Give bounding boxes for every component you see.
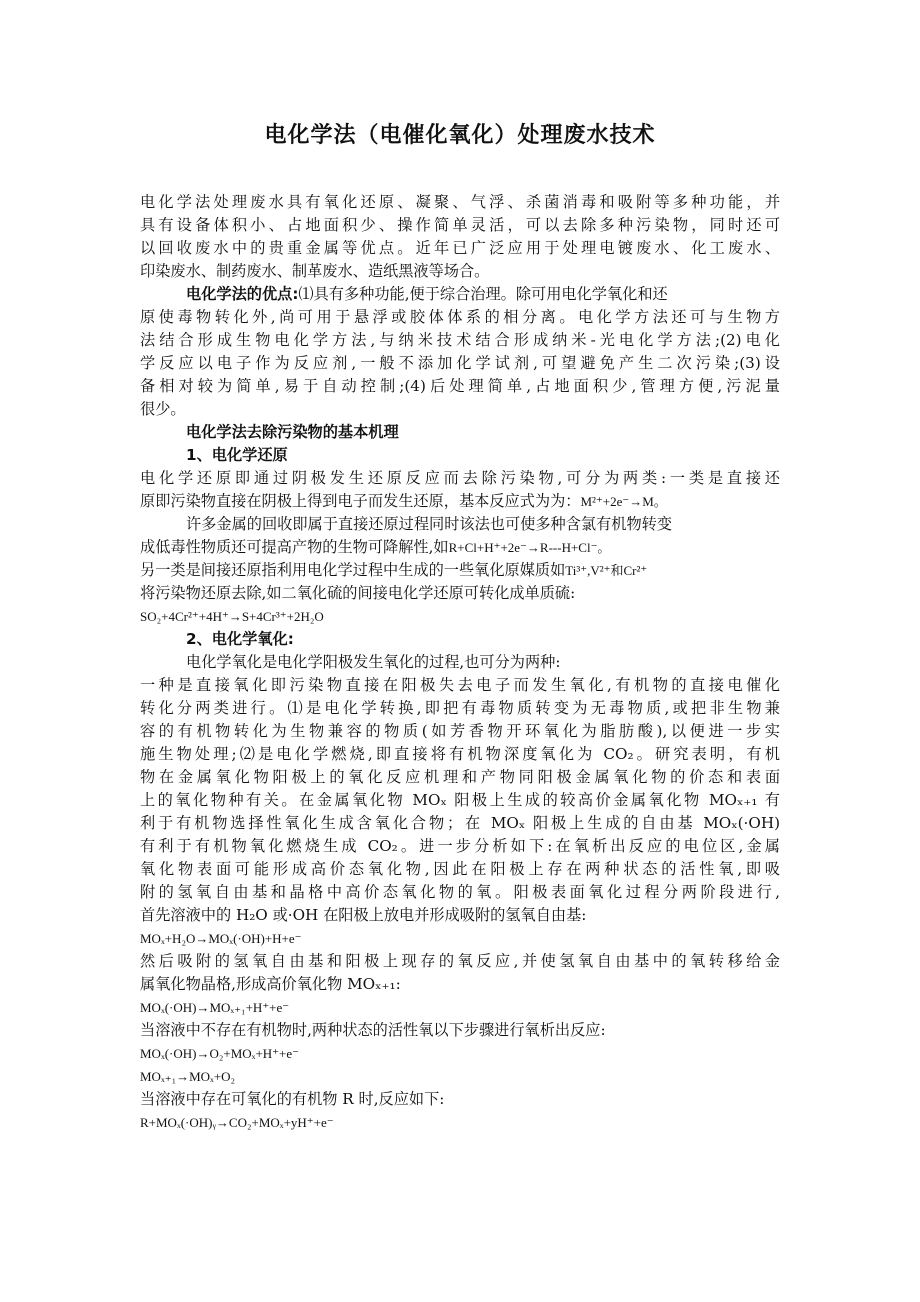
- text-line: [140, 559, 780, 582]
- text-line: 然后吸附的氢氧自由基和阳极上现存的氧反应,并使氢氧自由基中的氧转移给金: [140, 952, 780, 970]
- equation: MOₓ+H₂O→MOₓ(·OH)+H+e⁻: [140, 931, 302, 946]
- text-line: 印染废水、制药废水、制革废水、造纸黑液等场合。: [140, 262, 490, 280]
- reduction-formula: Ti³⁺,V²⁺和Cr²⁺: [565, 563, 648, 578]
- text-line: 原使毒物转化外,尚可用于悬浮或胶体体系的相分离。电化学方法还可与生物方: [140, 308, 780, 326]
- text-line: [140, 283, 780, 306]
- reduction-text: 成低毒性物质还可提高产物的生物可降解性,如: [140, 538, 449, 556]
- reduction-text: 另一类是间接还原指利用电化学过程中生成的一些氧化原媒质如: [140, 561, 566, 579]
- mechanism-heading: 电化学法去除污染物的基本机理: [186, 423, 399, 441]
- text-line: 物在金属氧化物阳极上的氧化反应机理和产物同阳极金属氧化物的价态和表面: [140, 768, 780, 786]
- text-line: 利于有机物选择性氧化生成含氧化合物；在 MOₓ 阳极上生成的自由基 MOₓ(·OH): [140, 814, 781, 832]
- text-line: 具有设备体积小、占地面积少、操作简单灵活，可以去除多种污染物，同时还可: [140, 216, 780, 234]
- text-line: 氧化物表面可能形成高价态氧化物,因此在阳极上存在两种状态的活性氧,即吸: [140, 860, 780, 878]
- text-line: 当溶液中存在可氧化的有机物 R 时,反应如下:: [140, 1090, 445, 1108]
- text-line: 电化学氧化是电化学阳极发生氧化的过程,也可分为两种:: [186, 653, 561, 671]
- oxidation-heading: 2、电化学氧化:: [186, 630, 294, 648]
- advantages-paragraph: [140, 283, 780, 421]
- text-line: [140, 536, 780, 559]
- equation: R+MOₓ(·OH)ᵧ→CO₂+MOₓ+yH⁺+e⁻: [140, 1115, 334, 1130]
- text-line: 转化分两类进行。⑴是电化学转换,即把有毒物质转变为无毒物质,或把非生物兼: [140, 699, 780, 717]
- document-title: 电化学法（电催化氧化）处理废水技术: [264, 123, 656, 148]
- document-page: [140, 118, 780, 1134]
- text-line: 电化学法处理废水具有氧化还原、凝聚、气浮、杀菌消毒和吸附等多种功能，并: [140, 193, 780, 211]
- text-line: 属氧化物晶格,形成高价氧化物 MOₓ₊₁:: [140, 975, 401, 993]
- text-line: 学反应以电子作为反应剂,一般不添加化学试剂,可望避免产生二次污染;(3)设: [140, 354, 780, 372]
- text-line: 以回收废水中的贵重金属等优点。近年已广泛应用于处理电镀废水、化工废水、: [140, 239, 780, 257]
- text-line: 法结合形成生物电化学方法,与纳米技术结合形成纳米-光电化学方法;(2)电化: [140, 331, 780, 349]
- oxidation-section: [140, 651, 780, 1134]
- text-line: 首先溶液中的 H₂O 或·OH 在阳极上放电并形成吸附的氢氧自由基:: [140, 906, 587, 924]
- text-line: [140, 490, 780, 513]
- equation: SO₂+4Cr²⁺+4H⁺→S+4Cr³⁺+2H₂O: [140, 609, 324, 624]
- text-line: 许多金属的回收即属于直接还原过程同时该法也可使多种含氯有机物转变: [186, 515, 672, 533]
- intro-paragraph: [140, 191, 780, 283]
- advantages-label: 电化学法的优点:: [186, 285, 299, 303]
- text-line: 附的氢氧自由基和晶格中高价态氧化物的氧。阳极表面氧化过程分两阶段进行,: [140, 883, 780, 901]
- text-line: 备相对较为简单,易于自动控制;(4)后处理简单,占地面积少,管理方便,污泥量: [140, 377, 780, 395]
- reduction-formula: R+Cl+H⁺+2e⁻→R---H+Cl⁻。: [448, 540, 611, 555]
- equation: MOₓ(·OH)→O₂+MOₓ+H⁺+e⁻: [140, 1046, 299, 1061]
- text-line: 容的有机物转化为生物兼容的物质(如芳香物开环氧化为脂肪酸),以便进一步实: [140, 722, 780, 740]
- reduction-heading: 1、电化学还原: [186, 446, 288, 464]
- reduction-formula: M²⁺+2e⁻→M。: [580, 494, 667, 509]
- text-line: 一种是直接氧化即污染物直接在阳极失去电子而发生氧化,有机物的直接电催化: [140, 676, 780, 694]
- text-line: 当溶液中不存在有机物时,两种状态的活性氧以下步骤进行氧析出反应:: [140, 1021, 606, 1039]
- equation: MOₓ(·OH)→MOₓ₊₁+H⁺+e⁻: [140, 1000, 290, 1015]
- reduction-text: 原即污染物直接在阴极上得到电子而发生还原，基本反应式为为：: [140, 492, 581, 510]
- text-line: 上的氧化物种有关。在金属氧化物 MOₓ 阳极上生成的较高价金属氧化物 MOₓ₊₁ 有: [140, 791, 780, 809]
- text-line: 将污染物还原去除,如二氧化硫的间接电化学还原可转化成单质硫:: [140, 584, 576, 602]
- advantages-first-line: ⑴具有多种功能,便于综合治理。除可用电化学氧化和还: [298, 285, 668, 303]
- text-line: 施生物处理;⑵是电化学燃烧,即直接将有机物深度氧化为 CO₂。研究表明，有机: [140, 745, 780, 763]
- text-line: 很少。: [140, 400, 186, 418]
- reduction-section: [140, 467, 780, 628]
- equation: MOₓ₊₁→MOₓ+O₂: [140, 1069, 236, 1084]
- text-line: 有利于有机物氧化燃烧生成 CO₂。进一步分析如下:在氧析出反应的电位区,金属: [140, 837, 780, 855]
- text-line: 电化学还原即通过阴极发生还原反应而去除污染物,可分为两类:一类是直接还: [140, 469, 780, 487]
